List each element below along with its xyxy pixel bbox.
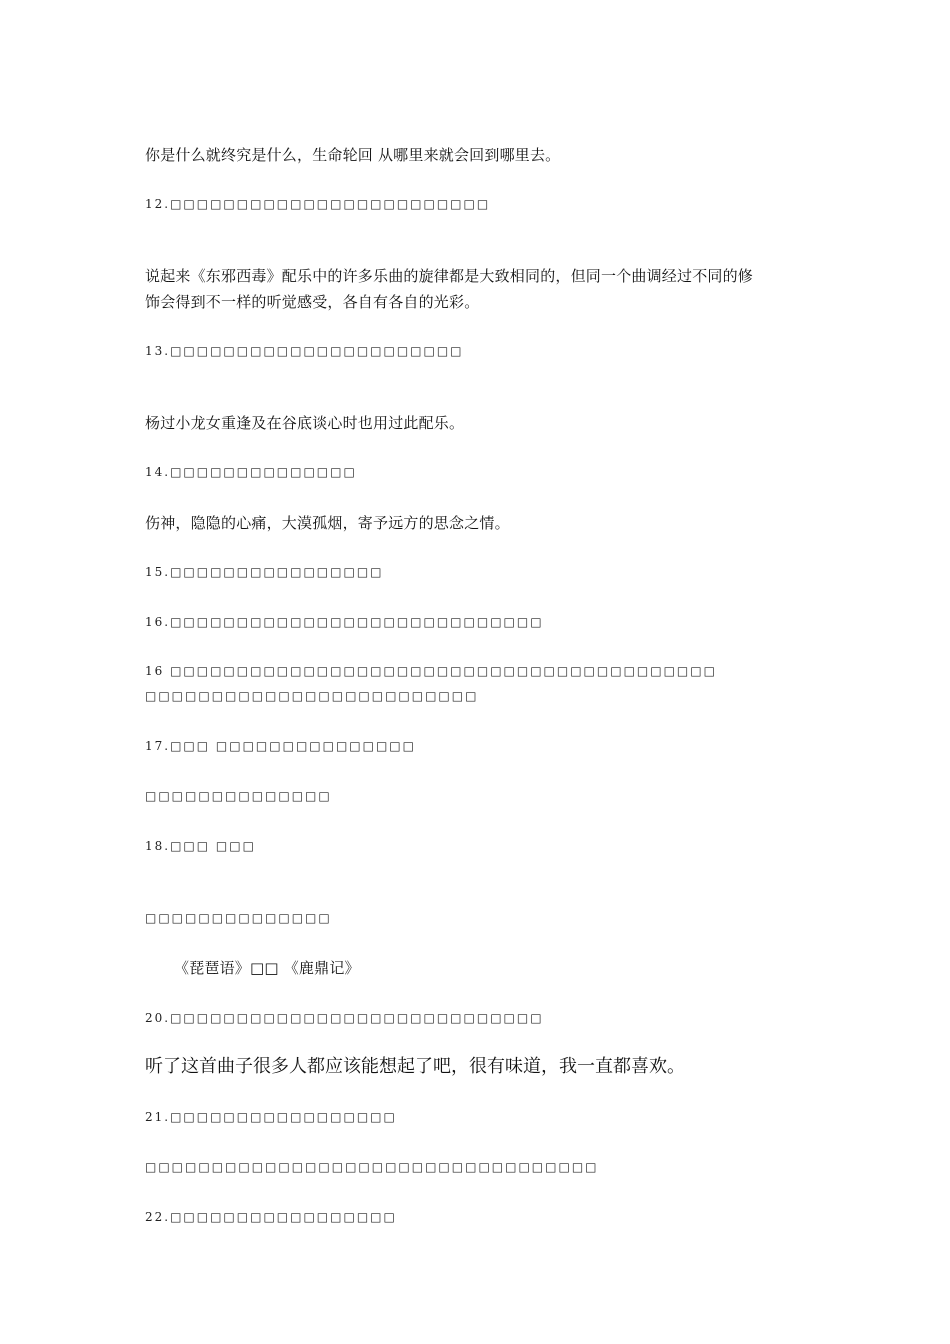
text-line-5: 伤神，隐隐的心痛，大漠孤烟，寄予远方的思念之情。 (145, 514, 510, 532)
heading-line-18: 18.□□□ □□□ (145, 839, 256, 853)
heading-line-12: 12.□□□□□□□□□□□□□□□□□□□□□□□□ (145, 197, 491, 211)
text-line-song-titles: 《琵琶语》□□ 《鹿鼎记》 (174, 959, 360, 977)
text-line-18: □□□□□□□□□□□□□□ (145, 911, 332, 925)
heading-line-16: 16.□□□□□□□□□□□□□□□□□□□□□□□□□□□□ (145, 615, 544, 629)
text-line-4: 杨过小龙女重逢及在谷底谈心时也用过此配乐。 (145, 414, 465, 432)
text-line-21: □□□□□□□□□□□□□□□□□□□□□□□□□□□□□□□□□□ (145, 1160, 599, 1174)
heading-line-14: 14.□□□□□□□□□□□□□□ (145, 465, 357, 479)
text-line-1: 你是什么就终究是什么，生命轮回 从哪里来就会回到哪里去。 (145, 146, 561, 164)
text-line-3: 饰会得到不一样的听觉感受，各自有各自的光彩。 (145, 293, 480, 311)
heading-line-20: 20.□□□□□□□□□□□□□□□□□□□□□□□□□□□□ (145, 1011, 544, 1025)
text-line-20: 听了这首曲子很多人都应该能想起了吧，很有味道，我一直都喜欢。 (145, 1056, 685, 1077)
text-line-17: □□□□□□□□□□□□□□ (145, 789, 332, 803)
heading-line-17: 17.□□□ □□□□□□□□□□□□□□□ (145, 739, 416, 753)
heading-line-13: 13.□□□□□□□□□□□□□□□□□□□□□□ (145, 344, 464, 358)
heading-line-22: 22.□□□□□□□□□□□□□□□□□ (145, 1210, 397, 1224)
heading-line-21: 21.□□□□□□□□□□□□□□□□□ (145, 1110, 397, 1124)
heading-line-15: 15.□□□□□□□□□□□□□□□□ (145, 565, 384, 579)
text-line-16b: □□□□□□□□□□□□□□□□□□□□□□□□□ (145, 689, 479, 703)
text-line-16a: 16 □□□□□□□□□□□□□□□□□□□□□□□□□□□□□□□□□□□□□□□□□ (145, 664, 717, 678)
text-line-2: 说起来《东邪西毒》配乐中的许多乐曲的旋律都是大致相同的，但同一个曲调经过不同的修 (145, 267, 754, 285)
